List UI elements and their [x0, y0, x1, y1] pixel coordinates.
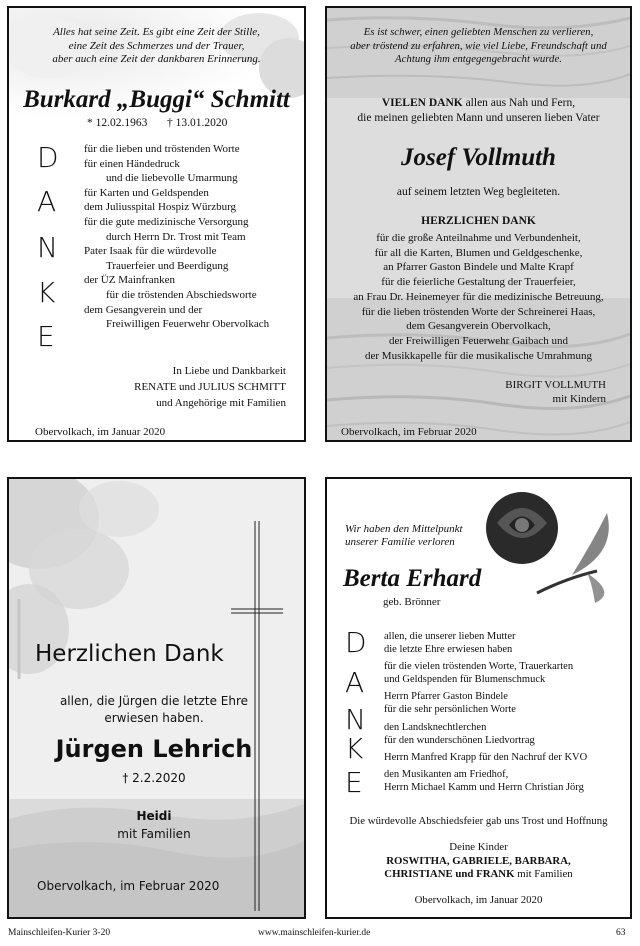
quote-line: aber auch eine Zeit der dankbaren Erinnerung.: [52, 53, 261, 65]
closing-names: RENATE und JULIUS SCHMITT: [134, 381, 286, 393]
danke-letter: K: [37, 276, 56, 309]
intro-text: [29, 693, 279, 727]
list-item: dem Gesangverein Obervolkach,: [406, 320, 551, 333]
list-item: für die lieben tröstenden Worte der Schreinerei Haas,: [361, 305, 596, 318]
quote-line: Es ist schwer, einen geliebten Menschen zu verlieren,: [363, 26, 594, 38]
danke-letter: N: [37, 231, 58, 264]
footer-website-link[interactable]: www.mainschleifen-kurier.de: [258, 928, 371, 938]
signer-names-line: [327, 868, 630, 882]
deceased-name: Josef Vollmuth: [401, 144, 556, 171]
signer-block: [29, 807, 279, 843]
intro-text: [327, 96, 630, 126]
vielen-dank-heading: VIELEN DANK: [381, 97, 463, 109]
list-item: Freiwilligen Feuerwehr Obervolkach: [106, 318, 270, 331]
signer-line: Deine Kinder: [449, 841, 508, 853]
danke-letter: D: [345, 626, 367, 659]
list-item: Pater Isaak für die würdevolle: [84, 245, 217, 258]
place-date: Obervolkach, im Januar 2020: [414, 894, 543, 906]
herzlichen-dank-heading: HERZLICHEN DANK: [421, 215, 536, 227]
list-item: allen, die unserer lieben Mutter: [384, 631, 516, 642]
danke-letter: K: [345, 732, 364, 765]
intro-line: allen, die Jürgen die letzte Ehre: [59, 694, 249, 708]
list-item: für Karten und Geldspenden: [84, 186, 209, 199]
quote-line: aber tröstend zu erfahren, wie viel Liebe, Freundschaft und: [350, 39, 607, 52]
list-item: für die große Anteilnahme und Verbundenheit,: [376, 232, 581, 244]
deceased-name: Burkard „Buggi“ Schmitt: [23, 86, 290, 113]
list-item: an Frau Dr. Heinemeyer für die medizinische Betreuung,: [353, 290, 604, 303]
maiden-name: geb. Brönner: [383, 596, 441, 608]
quote-line: Wir haben den Mittelpunkt: [345, 523, 463, 535]
obituary-card-lehrich: [7, 477, 306, 919]
quote-text: [327, 26, 630, 67]
intro-line: die meinen geliebten Mann und unseren lieben Vater: [357, 112, 600, 124]
list-item: für all die Karten, Blumen und Geldgeschenke,: [374, 246, 583, 259]
quote-line: Alles hat seine Zeit. Es gibt eine Zeit der Stille,: [53, 26, 260, 38]
list-item: für die vielen tröstenden Worte, Trauerkarten: [384, 661, 574, 673]
closing-line: und Angehörige mit Familien: [156, 397, 286, 409]
footer-publication: Mainschleifen-Kurier 3-20: [8, 928, 111, 938]
quote-line: Achtung ihm entgegengebracht wurde.: [395, 53, 562, 65]
intro-line-rest: allen aus Nah und Fern,: [462, 97, 576, 109]
signer-name: BIRGIT VOLLMUTH: [505, 379, 606, 391]
list-item: für den wunderschönen Liedvortrag: [384, 734, 535, 746]
list-item: der ÜZ Mainfranken: [84, 274, 176, 287]
closing-line: In Liebe und Dankbarkeit: [172, 365, 286, 377]
closing-line: Die würdevolle Abschiedsfeier gab uns Trost und Hoffnung: [349, 815, 608, 827]
place-date: Obervolkach, im Januar 2020: [35, 426, 166, 438]
signer-block: [505, 378, 606, 406]
signer-names: ROSWITHA, GABRIELE, BARBARA,: [386, 854, 571, 867]
rose-icon: [477, 483, 625, 608]
list-item: für die lieben und tröstenden Worte: [84, 143, 240, 155]
list-item: dem Gesangverein und der: [84, 303, 203, 316]
death-date: † 2.2.2020: [122, 771, 186, 785]
danke-letter: D: [37, 141, 59, 174]
obituary-card-vollmuth: [325, 6, 632, 442]
death-date: † 13.01.2020: [167, 117, 228, 129]
danke-letter: A: [345, 666, 365, 699]
list-item: Herrn Michael Kamm und Herrn Christian Jörg: [384, 781, 584, 793]
list-item: und die liebevolle Umarmung: [106, 172, 238, 185]
danke-letter: A: [37, 185, 57, 218]
obituary-card-schmitt: [7, 6, 306, 442]
path-line: auf seinem letzten Weg begleiteten.: [396, 186, 561, 198]
intro-line: [327, 96, 630, 111]
danke-letter: E: [345, 766, 363, 799]
list-item: für die sehr persönlichen Worte: [384, 704, 516, 716]
quote-line: unserer Familie verloren: [345, 536, 455, 548]
signer-names-rest: mit Familien: [514, 868, 573, 880]
list-item: für die feierliche Gestaltung der Trauerfeier,: [381, 276, 576, 289]
list-item: für die tröstenden Abschiedsworte: [106, 288, 257, 301]
place-date: Obervolkach, im Februar 2020: [37, 879, 220, 893]
list-item: der Musikkapelle für die musikalische Umrahmung: [365, 349, 592, 362]
list-item: für einen Händedruck: [84, 157, 180, 170]
quote-text: [345, 523, 463, 549]
thanks-list: [84, 142, 269, 332]
list-item: Trauerfeier und Beerdigung: [106, 259, 229, 272]
deceased-name: Berta Erhard: [343, 565, 482, 592]
thanks-list: [327, 231, 630, 363]
list-item: durch Herrn Dr. Trost mit Team: [106, 230, 246, 243]
quote-line: eine Zeit des Schmerzes und der Trauer,: [68, 39, 245, 52]
obituary-card-erhard: [325, 477, 632, 919]
signer-block: [327, 841, 630, 882]
list-item: Herrn Pfarrer Gaston Bindele: [384, 691, 508, 703]
danke-letter: E: [37, 320, 55, 353]
quote-text: [9, 26, 304, 67]
list-item: Herrn Manfred Krapp für den Nachruf der KVO: [384, 751, 588, 763]
list-item: dem Juliusspital Hospiz Würzburg: [84, 201, 237, 214]
list-item: für die gute medizinische Versorgung: [84, 215, 249, 228]
signer-names: CHRISTIANE und FRANK: [384, 868, 515, 880]
intro-line: erwiesen haben.: [104, 711, 204, 725]
list-item: die letzte Ehre erwiesen haben: [384, 644, 513, 656]
list-item: den Landsknechtlerchen: [384, 721, 487, 733]
danke-letter: N: [345, 703, 366, 736]
birth-date: * 12.02.1963: [87, 117, 148, 129]
closing-block: [134, 363, 286, 411]
list-item: und Geldspenden für Blumenschmuck: [384, 674, 546, 686]
signer-line: mit Kindern: [552, 393, 606, 405]
list-item: den Musikanten am Friedhof,: [384, 768, 509, 780]
signer-line: mit Familien: [117, 827, 191, 841]
list-item: der Freiwilligen Feuerwehr Gaibach und: [389, 334, 568, 347]
place-date: Obervolkach, im Februar 2020: [341, 426, 477, 438]
deceased-name: Jürgen Lehrich: [55, 735, 253, 763]
signer-name: Heidi: [136, 809, 172, 823]
thanks-list: [384, 630, 587, 794]
herzlichen-dank-heading: Herzlichen Dank: [35, 641, 224, 667]
list-item: an Pfarrer Gaston Bindele und Malte Krapf: [383, 261, 574, 274]
footer-page-number: 63: [616, 928, 626, 938]
